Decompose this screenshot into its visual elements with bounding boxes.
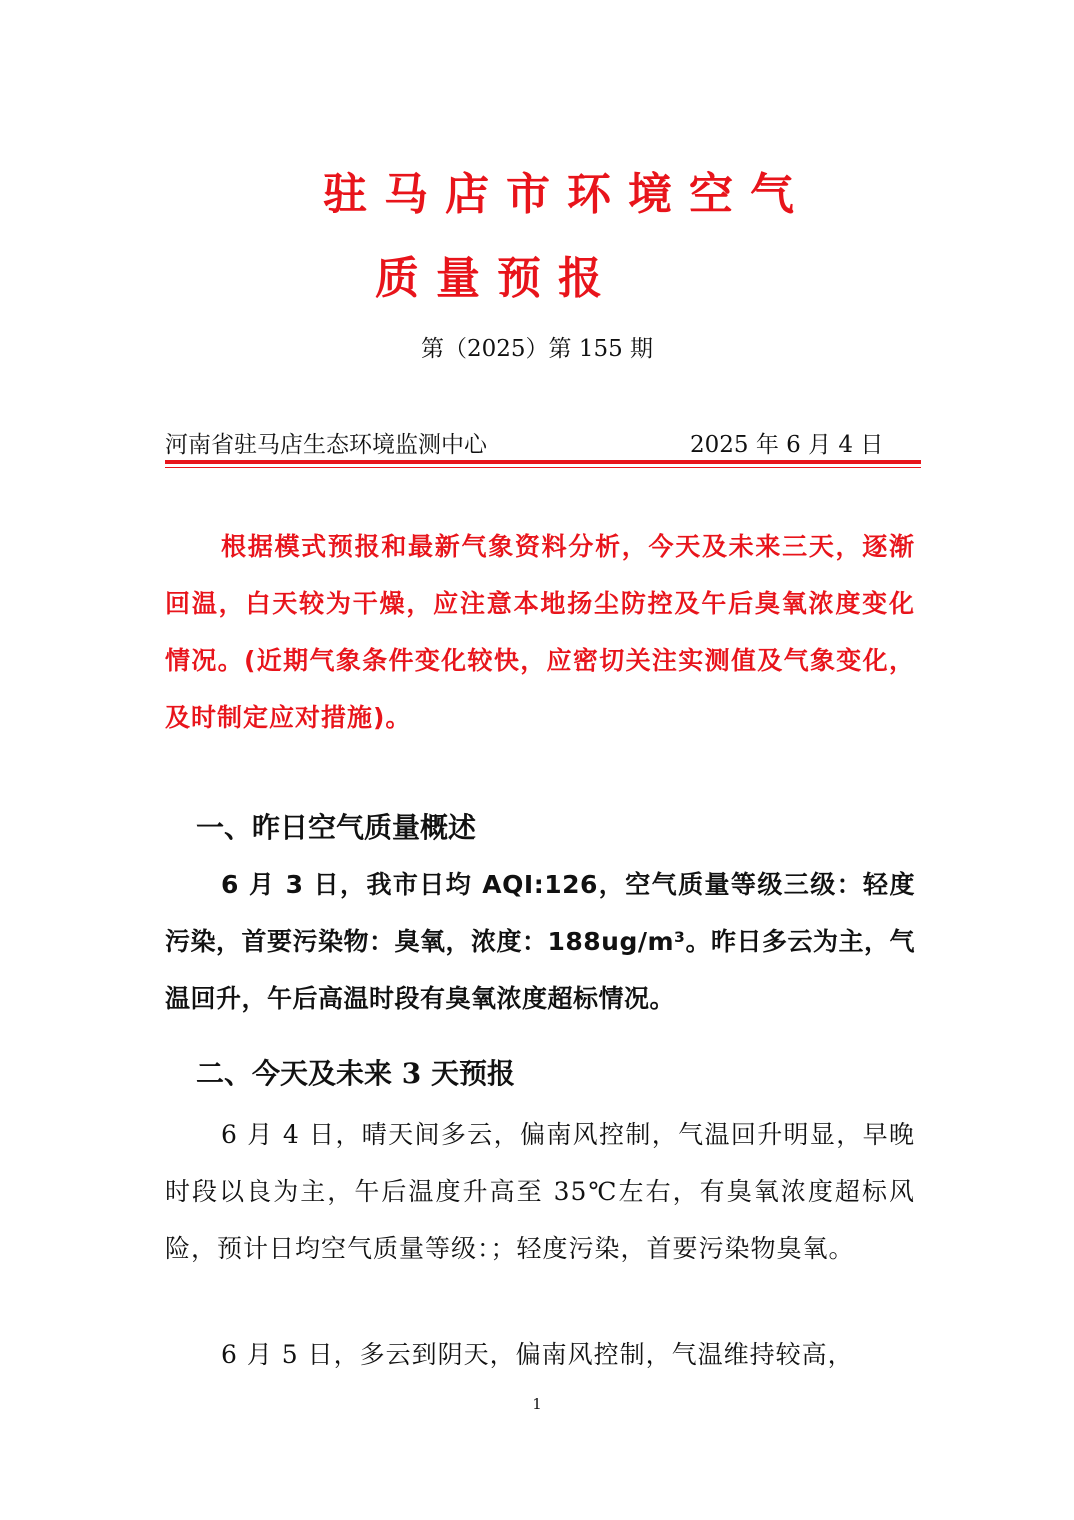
publisher-line — [165, 426, 921, 458]
publish-date: 2025 年 6 月 4 日 — [690, 432, 884, 458]
header-divider-thick — [165, 460, 921, 464]
publisher-organization: 河南省驻马店生态环境监测中心 — [165, 432, 487, 458]
page-number: 1 — [532, 1395, 542, 1413]
section-heading-forecast — [196, 1052, 515, 1092]
issue-number: 第（2025）第 155 期 — [420, 336, 654, 362]
section-heading-forecast-prefix: 二、今天及未来 — [196, 1057, 393, 1090]
header-divider-thin — [165, 467, 921, 468]
document-title-line1: 驻马店市环境空气 — [323, 169, 811, 220]
forecast-day2-paragraph: 6 月 5 日，多云到阴天，偏南风控制，气温维持较高， — [221, 1340, 854, 1369]
forecast-day1-paragraph: 6 月 4 日，晴天间多云，偏南风控制，气温回升明显，早晚时段以良为主，午后温度升高至 35℃左右，有臭氧浓度超标风险，预计日均空气质量等级：；轻度污染，首要污染物臭氧。 — [165, 1120, 915, 1263]
yesterday-overview-paragraph: 6 月 3 日，我市日均 AQI:126，空气质量等级三级：轻度污染，首要污染物：臭氧，浓度：188ug/m³。昨日多云为主，气温回升，午后高温时段有臭氧浓度超标情况。 — [165, 870, 916, 1013]
section-heading-forecast-number: 3 — [401, 1057, 422, 1090]
section-heading-yesterday: 一、昨日空气质量概述 — [196, 811, 477, 844]
section-heading-forecast-suffix: 天预报 — [431, 1057, 516, 1090]
forecast-summary: 根据模式预报和最新气象资料分析，今天及未来三天，逐渐回温，白天较为干燥，应注意本地扬尘防控及午后臭氧浓度变化情况。(近期气象条件变化较快，应密切关注实测值及气象变化，及时制定应对措施)。 — [165, 532, 915, 732]
document-title-line2: 质量预报 — [375, 253, 619, 304]
